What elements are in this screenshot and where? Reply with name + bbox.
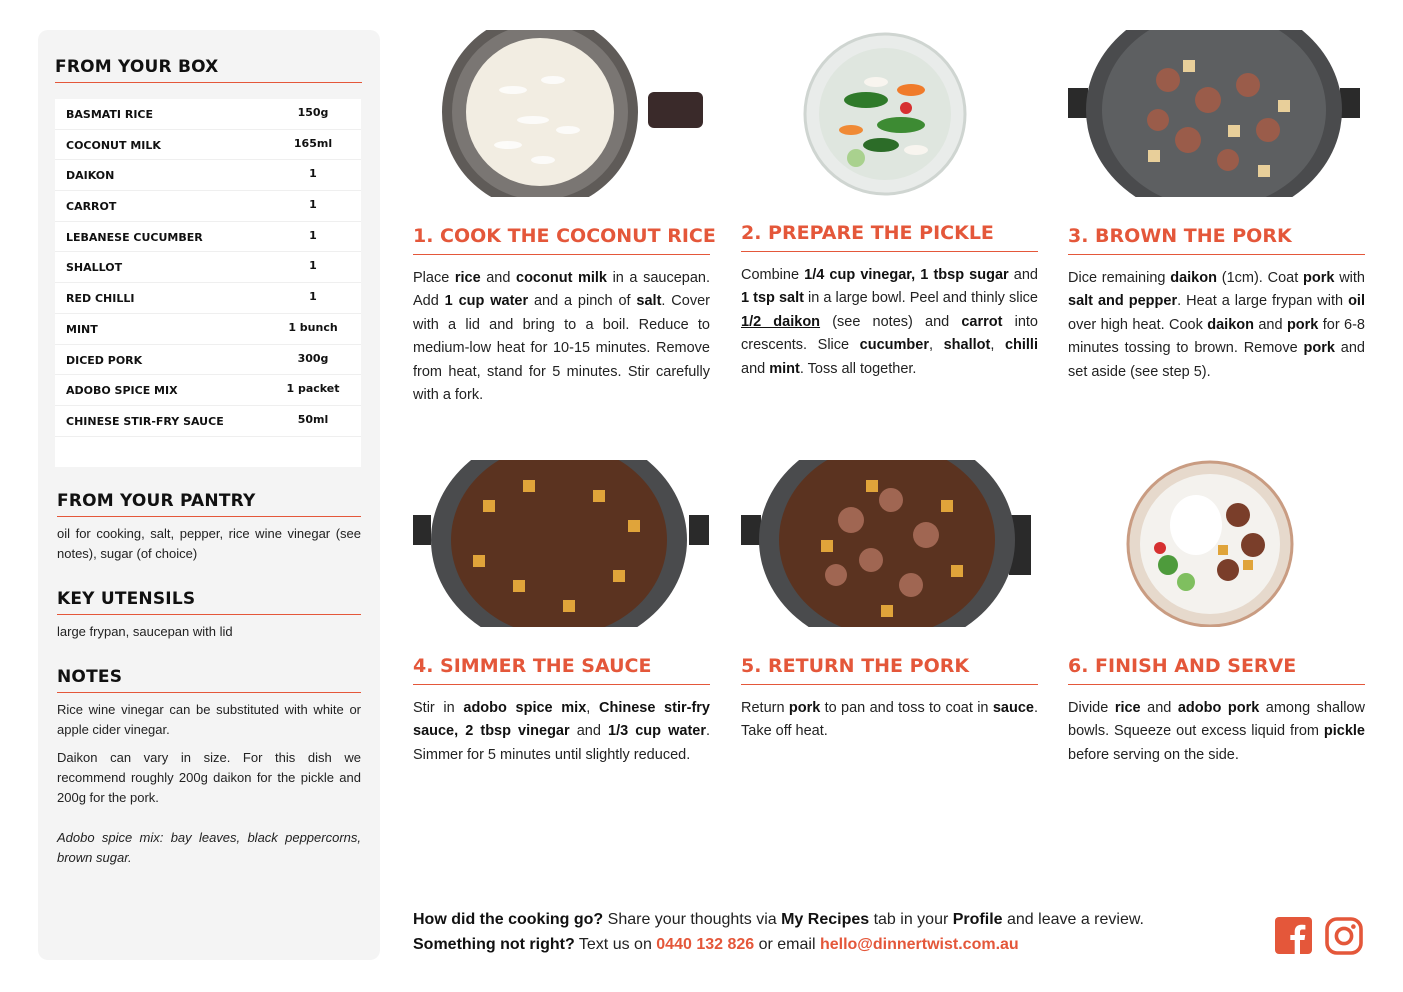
emphasis-text: Chinese stir-fry sauce, 2 tbsp vinegar [413, 700, 710, 740]
emphasis-text: daikon [1207, 316, 1254, 333]
emphasis-text: adobo spice mix [463, 700, 587, 716]
step-3-title: 3. BROWN THE PORK [1068, 225, 1292, 247]
emphasis-text: daikon [1170, 270, 1217, 286]
emphasis-text: 1 tsp salt [741, 290, 804, 307]
emphasis-text: pork [1303, 340, 1335, 357]
ingredient-name: CHINESE STIR-FRY SAUCE [66, 414, 224, 428]
step-6-title: 6. FINISH AND SERVE [1068, 655, 1297, 677]
step-2-body: Combine 1/4 cup vinegar, 1 tbsp sugar and 1 tsp salt in a large bowl. Peel and thinly slice 1/2 daikon (see notes) and carrot into crescents. Slice cucumber, shallot, chilli and mint. Toss all together. [741, 267, 1038, 377]
ingredient-name: DAIKON [66, 169, 115, 183]
utensils-section-title: KEY UTENSILS [57, 589, 196, 609]
ingredient-name: SHALLOT [66, 261, 123, 275]
box-divider [55, 82, 362, 83]
step-1-body: Place rice and coconut milk in a saucepan. Add 1 cup water and a pinch of salt. Cover with a lid and bring to a boil. Reduce to medium-low heat for 10-15 minutes. Remove from heat, stand for 5 minutes. Stir carefully with a fork. [413, 270, 710, 404]
emphasis-text: mint [769, 360, 800, 377]
utensils-text: large frypan, saucepan with lid [57, 624, 233, 639]
emphasis-text: sauce [992, 700, 1034, 716]
note-adobo: Adobo spice mix: bay leaves, black peppercorns, brown sugar. [57, 830, 361, 865]
ingredient-name: ADOBO SPICE MIX [66, 384, 178, 398]
emphasis-text: 1/4 cup vinegar, 1 tbsp sugar [804, 267, 1009, 283]
emphasis-text: shallot [943, 337, 991, 354]
ingredient-row: CHINESE STIR-FRY SAUCE 50ml [55, 406, 361, 437]
emphasis-text: salt and pepper [1068, 293, 1178, 310]
step-4-body: Stir in adobo spice mix, Chinese stir-fry sauce, 2 tbsp vinegar and 1/3 cup water. Simmer for 5 minutes until slightly reduced. [413, 700, 711, 763]
ingredient-row: DICED PORK 300g [55, 345, 361, 376]
ingredient-row: SHALLOT 1 [55, 252, 361, 283]
emphasis-text: 1/3 cup water [608, 723, 706, 740]
instagram-icon[interactable] [1325, 917, 1363, 960]
pork-frypan-photo [1068, 30, 1365, 197]
pantry-text: oil for cooking, salt, pepper, rice wine vinegar (see notes), sugar (of choice) [57, 526, 361, 561]
contact-link[interactable]: 0440 132 826 [656, 936, 755, 953]
ingredient-name: CARROT [66, 200, 117, 214]
step-2-divider [741, 251, 1038, 252]
ingredient-row: COCONUT MILK 165ml [55, 130, 361, 161]
emphasis-text: rice [454, 270, 481, 286]
step-5-body: Return pork to pan and toss to coat in sauce. Take off heat. [741, 700, 1038, 740]
emphasis-text: carrot [961, 313, 1003, 330]
emphasis-text: cucumber [859, 337, 929, 354]
pantry-divider [57, 516, 361, 517]
pantry-section-title: FROM YOUR PANTRY [57, 491, 256, 511]
notes-section-title: NOTES [57, 667, 123, 687]
ingredient-name: RED CHILLI [66, 292, 135, 306]
emphasis-text: adobo pork [1177, 700, 1260, 716]
pickle-bowl-photo [741, 30, 1038, 197]
ingredient-table [55, 99, 361, 467]
contact-line: Something not right? Text us on 0440 132 826 or email hello@dinnertwist.com.au [413, 936, 1019, 953]
step-3-divider [1068, 254, 1365, 255]
emphasis-text: pickle [1323, 723, 1365, 740]
notes-divider [57, 692, 361, 693]
emphasis-text: rice [1114, 700, 1141, 716]
emphasis-text: coconut milk [516, 270, 607, 286]
utensils-divider [57, 614, 361, 615]
emphasis-text: 1/2 daikon [741, 313, 821, 330]
step-6-divider [1068, 684, 1365, 685]
feedback-line: How did the cooking go? Share your thoughts via My Recipes tab in your Profile and leave a review. [413, 911, 1144, 928]
ingredient-row: RED CHILLI 1 [55, 283, 361, 314]
contact-link[interactable]: hello@dinnertwist.com.au [819, 936, 1019, 953]
pork-sauce-pan-photo [741, 460, 1038, 627]
note-vinegar: Rice wine vinegar can be substituted with white or apple cider vinegar. [57, 702, 361, 737]
emphasis-text: Profile [952, 911, 1003, 928]
emphasis-text: pork [788, 700, 821, 716]
facebook-icon[interactable] [1275, 917, 1312, 959]
ingredient-row: DAIKON 1 [55, 160, 361, 191]
emphasis-text: My Recipes [781, 911, 870, 928]
step-5-title: 5. RETURN THE PORK [741, 655, 970, 677]
ingredient-row: ADOBO SPICE MIX 1 packet [55, 375, 361, 406]
emphasis-text: How did the cooking go? [413, 911, 604, 928]
step-2-title: 2. PREPARE THE PICKLE [741, 222, 994, 244]
step-1-divider [413, 254, 710, 255]
ingredient-row: LEBANESE CUCUMBER 1 [55, 222, 361, 253]
emphasis-text: Something not right? [413, 936, 575, 953]
step-1-title: 1. COOK THE COCONUT RICE [413, 225, 716, 247]
rice-saucepan-photo [413, 30, 710, 197]
step-6-body: Divide rice and adobo pork among shallow bowls. Squeeze out excess liquid from pickle before serving on the side. [1068, 700, 1365, 763]
step-4-divider [413, 684, 710, 685]
emphasis-text: salt [636, 293, 662, 310]
emphasis-text: oil [1348, 293, 1365, 310]
emphasis-text: chilli [1004, 337, 1038, 354]
box-section-title: FROM YOUR BOX [55, 57, 219, 77]
served-bowl-photo [1068, 460, 1365, 627]
emphasis-text: 1 cup water [444, 293, 529, 310]
ingredient-name: COCONUT MILK [66, 138, 161, 152]
ingredient-name: BASMATI RICE [66, 108, 154, 121]
ingredient-name: MINT [66, 322, 98, 336]
ingredient-name: DICED PORK [66, 353, 143, 367]
sauce-pan-photo [413, 460, 710, 627]
emphasis-text: pork [1286, 316, 1319, 333]
step-5-divider [741, 684, 1038, 685]
ingredient-row: MINT 1 bunch [55, 314, 361, 345]
ingredient-row: BASMATI RICE 150g [55, 99, 361, 130]
step-4-title: 4. SIMMER THE SAUCE [413, 655, 652, 677]
note-daikon: Daikon can vary in size. For this dish we recommend roughly 200g daikon for the pickle and 200g for the pork. [57, 750, 361, 805]
step-3-body: Dice remaining daikon (1cm). Coat pork with salt and pepper. Heat a large frypan with oil over high heat. Cook daikon and pork for 6-8 minutes tossing to brown. Remove pork and set aside (see step 5). [1068, 270, 1365, 380]
emphasis-text: pork [1303, 270, 1335, 286]
ingredient-name: LEBANESE CUCUMBER [66, 230, 203, 244]
ingredient-row: CARROT 1 [55, 191, 361, 222]
